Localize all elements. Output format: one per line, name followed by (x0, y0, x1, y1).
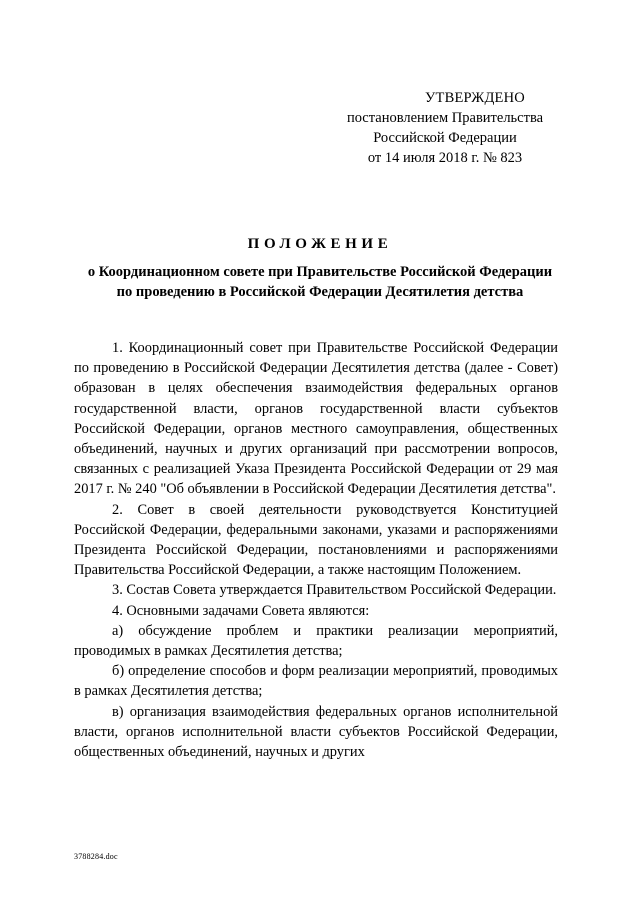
document-title: ПОЛОЖЕНИЕ (247, 236, 393, 252)
document-file-code: 3788284.doc (74, 852, 118, 861)
approval-line-resolution: постановлением Правительства (346, 110, 544, 126)
paragraph-4: 4. Основными задачами Совета являются: (112, 602, 370, 619)
document-subtitle (40, 262, 600, 302)
paragraph-4b: б) определение способов и форм реализации мероприятий, проводимых в рамках Десятилетия детства; (74, 663, 558, 700)
paragraph-4a: а) обсуждение проблем и практики реализации мероприятий, проводимых в рамках Десятилетия детства; (74, 622, 558, 660)
paragraph-3: 3. Состав Совета утверждается Правительством Российской Федерации. (112, 582, 557, 599)
paragraph-1: 1. Координационный совет при Правительстве Российской Федерации по проведению в Российской Федерации Десятилетия детства (далее - Совет) образован в целях обеспечения взаимодействия федеральных органов государственной власти, органов государственной власти субъектов Российской Федерации, органов местного самоуправления, общественных объединений, научных и других организаций при рассмотрении вопросов, связанных с реализацией Указа Президента Российской Федерации от 29 мая 2017 г. № 240 "Об объявлении в Российской Федерации Десятилетия детства". (74, 340, 558, 498)
subtitle-line-1: о Координационном совете при Правительстве Российской Федерации (87, 264, 553, 280)
paragraph-4c: в) организация взаимодействия федеральных органов исполнительной власти, органов исполнительной власти субъектов Российской Федерации, общественных объединений, научных и других (74, 703, 558, 761)
approval-heading: УТВЕРЖДЕНО (425, 90, 525, 106)
approval-line-date-number: от 14 июля 2018 г. № 823 (367, 150, 523, 166)
approval-line-country: Российской Федерации (373, 130, 517, 146)
paragraph-2: 2. Совет в своей деятельности руководствуется Конституцией Российской Федерации, федеральными законами, указами и распоряжениями Президента Российской Федерации, постановлениями и распоряжениями Правительства Российской Федерации, а также настоящим Положением. (74, 501, 558, 579)
subtitle-line-2: по проведению в Российской Федерации Десятилетия детства (116, 284, 524, 300)
approval-block (330, 88, 560, 168)
document-body (74, 338, 558, 762)
